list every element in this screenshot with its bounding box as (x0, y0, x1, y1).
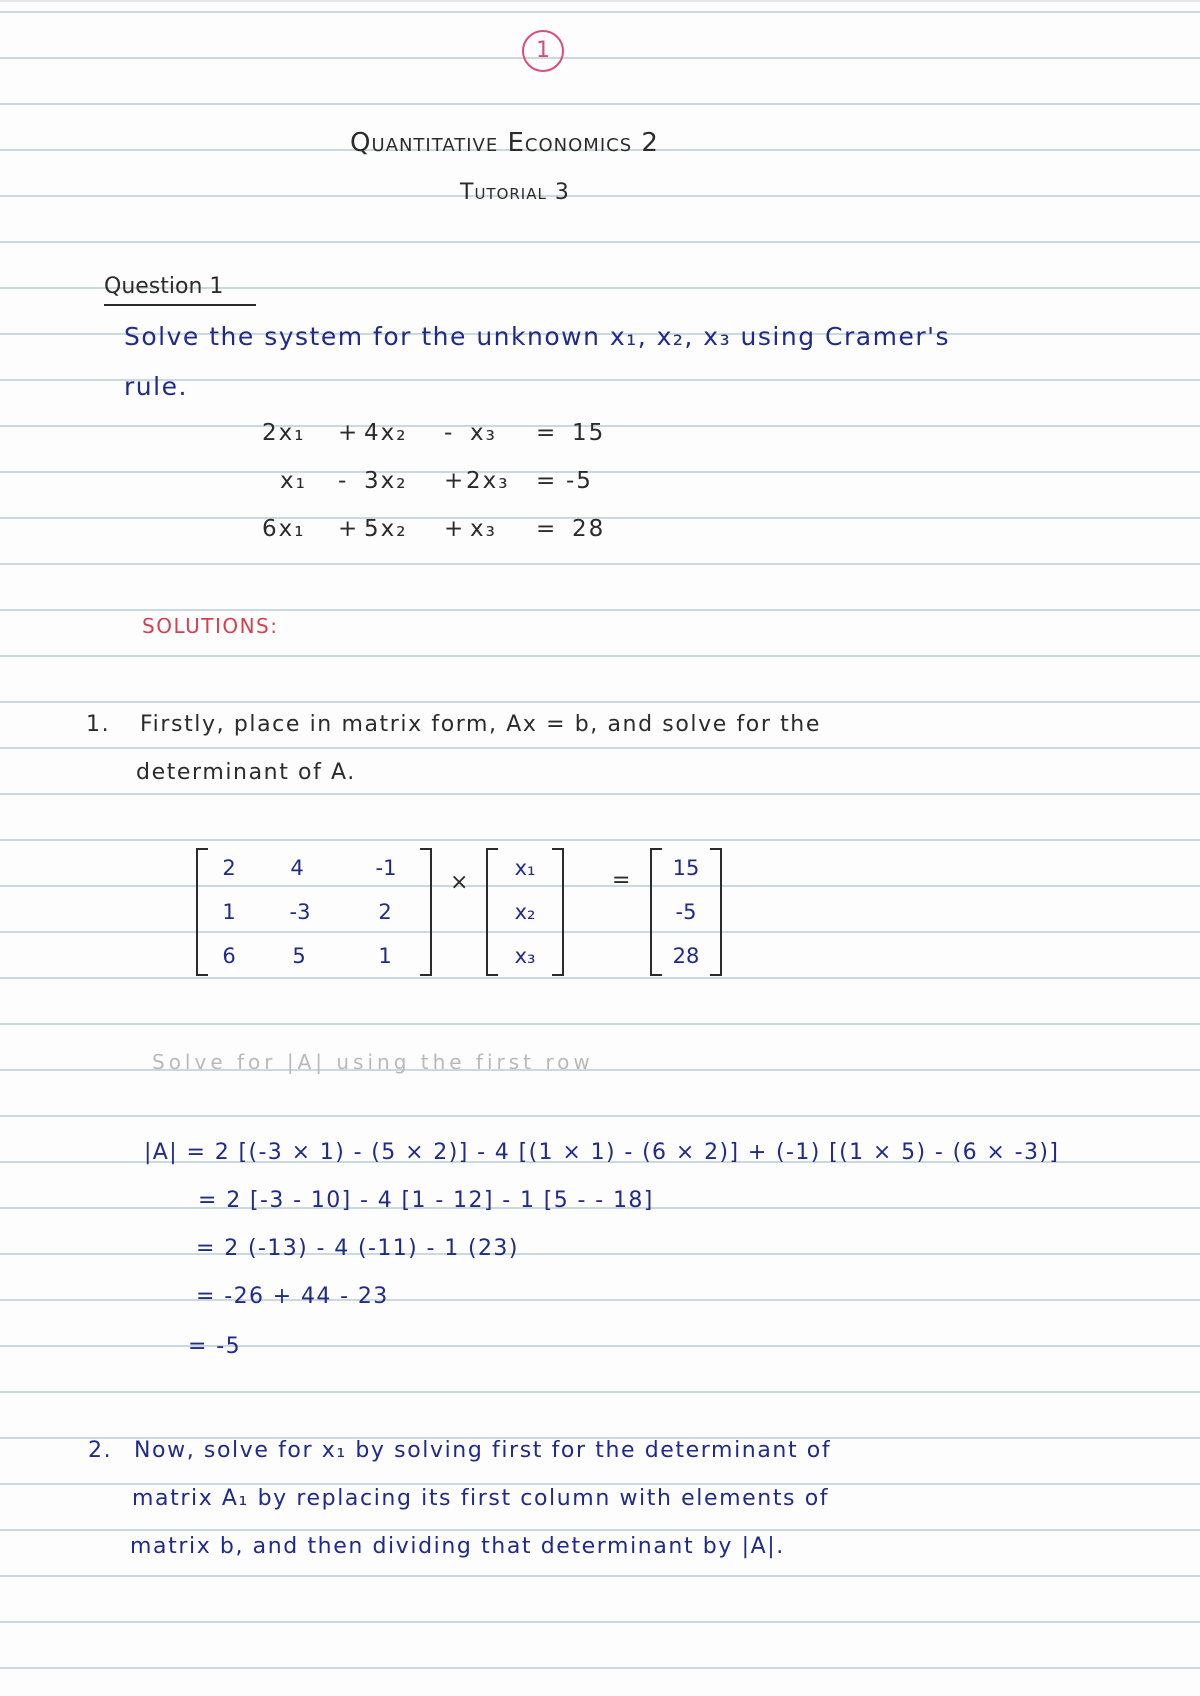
determinant-line3: = 2 (-13) - 4 (-11) - 1 (23) (196, 1236, 519, 1261)
step2-line2: matrix A₁ by replacing its first column with elements of (132, 1486, 830, 1511)
matrix-cell: 5 (292, 944, 306, 968)
vector-cell: 28 (672, 944, 700, 968)
equation-row (0, 468, 1200, 508)
question-text-line1: Solve the system for the unknown x₁, x₂, x₃ using Cramer's (124, 322, 951, 351)
step2-line1: Now, solve for x₁ by solving first for the determinant of (134, 1438, 832, 1463)
left-bracket (650, 848, 662, 976)
matrix-cell: 2 (222, 856, 236, 880)
equation-term: x₁ (280, 468, 307, 494)
question-heading-underline (104, 304, 256, 306)
matrix-cell: -1 (375, 856, 397, 880)
equation-operator: + (444, 468, 466, 494)
faint-note: Solve for |A| using the first row (152, 1050, 594, 1074)
right-bracket (420, 848, 432, 976)
equals-sign: = (612, 868, 631, 893)
step-number: 1. (86, 712, 111, 737)
equation-row (0, 516, 1200, 556)
vector-b (650, 848, 722, 976)
page-title: Quantitative Economics 2 (350, 128, 659, 158)
equation-equals: = (536, 420, 558, 446)
matrix-cell: 6 (222, 944, 236, 968)
step-number: 2. (88, 1438, 113, 1463)
multiply-sign: × (450, 870, 469, 895)
equation-operator: + (444, 516, 466, 542)
vector-cell: x₃ (514, 944, 536, 968)
equation-equals: = (536, 516, 558, 542)
left-bracket (196, 848, 208, 976)
matrix-cell: -3 (289, 900, 311, 924)
equation-operator: + (338, 420, 360, 446)
vector-cell: x₂ (514, 900, 536, 924)
equation-row (0, 420, 1200, 460)
determinant-line1: |A| = 2 [(-3 × 1) - (5 × 2)] - 4 [(1 × 1) - (6 × 2)] + (-1) [(1 × 5) - (6 × -3)] (144, 1140, 1060, 1165)
equation-term: x₃ (470, 420, 497, 446)
step1-line1: Firstly, place in matrix form, Ax = b, and solve for the (140, 712, 821, 737)
matrix-cell: 1 (378, 944, 392, 968)
matrix-cell: 1 (222, 900, 236, 924)
equation-term: 4x₂ (364, 420, 408, 446)
equation-term: 2x₁ (262, 420, 306, 446)
vector-cell: -5 (675, 900, 697, 924)
page-subtitle: Tutorial 3 (460, 180, 570, 205)
right-bracket (552, 848, 564, 976)
equation-operator: - (444, 420, 455, 446)
equation-operator: - (338, 468, 349, 494)
equation-term: 6x₁ (262, 516, 306, 542)
determinant-line4: = -26 + 44 - 23 (196, 1284, 389, 1309)
page-number-circle: 1 (522, 30, 564, 72)
question-text-line2: rule. (124, 372, 188, 401)
question-heading: Question 1 (104, 274, 224, 299)
equation-rhs: 15 (572, 420, 606, 446)
left-bracket (486, 848, 498, 976)
vector-x (486, 848, 564, 976)
matrix-cell: 4 (290, 856, 304, 880)
equation-rhs: -5 (566, 468, 593, 494)
step1-line2: determinant of A. (136, 760, 356, 785)
right-bracket (710, 848, 722, 976)
solutions-label: SOLUTIONS: (142, 614, 279, 638)
equation-equals: = (536, 468, 558, 494)
equation-term: x₃ (470, 516, 497, 542)
equation-operator: + (338, 516, 360, 542)
determinant-result: = -5 (188, 1334, 241, 1359)
top-rule (0, 0, 1200, 2)
equation-term: 2x₃ (466, 468, 510, 494)
matrix-a (196, 848, 432, 976)
determinant-line2: = 2 [-3 - 10] - 4 [1 - 12] - 1 [5 - - 18] (198, 1188, 654, 1213)
vector-cell: x₁ (514, 856, 536, 880)
equation-term: 5x₂ (364, 516, 408, 542)
equation-term: 3x₂ (364, 468, 408, 494)
matrix-cell: 2 (378, 900, 392, 924)
vector-cell: 15 (672, 856, 700, 880)
step2-line3: matrix b, and then dividing that determinant by |A|. (130, 1534, 785, 1559)
equation-rhs: 28 (572, 516, 606, 542)
